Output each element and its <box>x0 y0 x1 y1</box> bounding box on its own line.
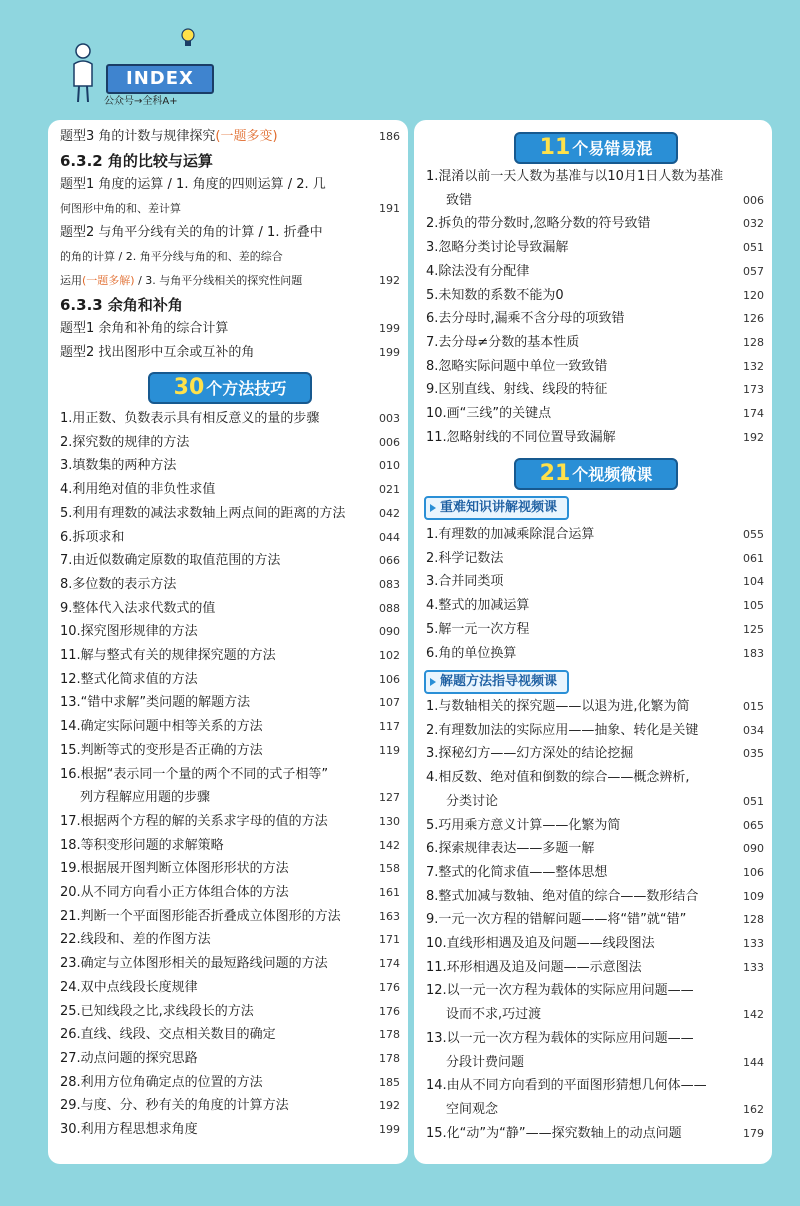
page-number: 006 <box>379 435 400 449</box>
item-text: 空间观念 <box>446 1101 499 1117</box>
list-item[interactable] <box>60 503 400 525</box>
list-item[interactable] <box>426 886 764 908</box>
item-text: 7.由近似数确定原数的取值范围的方法 <box>60 553 281 569</box>
list-item[interactable] <box>60 621 400 643</box>
list-item[interactable] <box>426 548 764 570</box>
item-text: 26.直线、线段、交点相关数目的确定 <box>60 1027 276 1043</box>
left-panel <box>48 120 408 1164</box>
list-item[interactable] <box>60 342 400 364</box>
list-item[interactable] <box>426 403 764 425</box>
item-text: 何图形中角的和、差计算 <box>60 202 181 215</box>
page-number: 199 <box>379 322 400 335</box>
list-item[interactable] <box>60 953 400 975</box>
list-item[interactable] <box>60 550 400 572</box>
page-number: 104 <box>743 575 764 589</box>
item-text: 6.去分母时,漏乘不含分母的项致错 <box>426 311 625 327</box>
list-item[interactable] <box>426 909 764 931</box>
list-item[interactable] <box>426 524 764 546</box>
page-number: 015 <box>743 700 764 713</box>
index-label: INDEX <box>106 64 214 94</box>
banner-text: 个方法技巧 <box>206 379 287 398</box>
item-text: 1.有理数的加减乘除混合运算 <box>426 527 595 542</box>
list-item[interactable] <box>426 643 764 665</box>
list-item-cont[interactable] <box>426 190 764 212</box>
page-number: 127 <box>379 791 400 805</box>
item-text: 5.利用有理数的减法求数轴上两点间的距离的方法 <box>60 505 346 521</box>
list-item[interactable] <box>60 527 400 549</box>
list-item[interactable] <box>60 906 400 928</box>
list-item[interactable] <box>426 427 764 449</box>
item-text: 12.整式化简求值的方法 <box>60 671 198 687</box>
item-text: 3.合并同类项 <box>426 574 504 590</box>
page-number: 117 <box>379 720 400 734</box>
list-item[interactable] <box>426 980 764 1002</box>
item-text: 22.线段和、差的作图方法 <box>60 932 211 948</box>
item-text: 题型2 找出图形中互余或互补的角 <box>60 345 255 360</box>
banner-number: 11 <box>539 135 571 160</box>
item-text: 30.利用方程思想求角度 <box>60 1122 198 1137</box>
right-panel <box>414 120 772 1164</box>
page-number: 163 <box>379 909 400 923</box>
item-text: 15.化“动”为“静”——探究数轴上的动点问题 <box>426 1125 682 1141</box>
page-number: 034 <box>743 723 764 737</box>
banner-text: 个视频微课 <box>572 465 653 484</box>
list-item[interactable] <box>60 811 400 833</box>
item-text: 2.有理数加法的实际应用——抽象、转化是关键 <box>426 722 699 738</box>
item-text: 15.判断等式的变形是否正确的方法 <box>60 742 263 758</box>
page-number: 055 <box>743 528 764 541</box>
item-text: 6.角的单位换算 <box>426 645 517 661</box>
page-number: 105 <box>743 599 764 613</box>
list-item[interactable] <box>60 835 400 857</box>
list-item[interactable] <box>426 571 764 593</box>
list-item[interactable] <box>426 595 764 617</box>
list-item[interactable] <box>426 285 764 307</box>
item-text: 的角的计算 / 2. 角平分线与角的和、差的综合 <box>60 250 283 263</box>
list-item[interactable] <box>60 1024 400 1046</box>
page-number: 051 <box>743 241 764 255</box>
list-item[interactable] <box>426 166 764 188</box>
list-item[interactable] <box>426 237 764 259</box>
page-number: 133 <box>743 960 764 974</box>
item-text: 29.与度、分、秒有关的角度的计算方法 <box>60 1098 289 1114</box>
page-number: 128 <box>743 335 764 349</box>
item-text: 10.直线形相遇及追及问题——线段图法 <box>426 936 655 951</box>
item-text: 21.判断一个平面图形能否折叠成立体图形的方法 <box>60 908 341 924</box>
page-number: 192 <box>379 274 400 287</box>
page-number: 174 <box>743 407 764 420</box>
section-banner <box>148 372 312 404</box>
item-text: 4.利用绝对值的非负性求值 <box>60 482 216 498</box>
item-text: 11.环形相遇及追及问题——示意图法 <box>426 959 642 975</box>
list-item[interactable] <box>426 308 764 330</box>
sub-label: 公众号→全科A+ <box>104 96 178 107</box>
item-text: 6.探索规律表达——多题一解 <box>426 841 595 857</box>
list-item[interactable] <box>426 379 764 401</box>
item-text: 7.整式的化简求值——整体思想 <box>426 864 608 880</box>
section-heading: 6.3.2 角的比较与运算 <box>60 152 213 170</box>
page-number: 130 <box>379 814 400 828</box>
list-item[interactable] <box>426 1123 764 1145</box>
page-number: 158 <box>379 862 400 876</box>
page-number: 051 <box>743 794 764 808</box>
page-number: 083 <box>379 577 400 591</box>
item-text: 2.拆负的带分数时,忽略分数的符号致错 <box>426 216 651 232</box>
item-text: 18.等积变形问题的求解策略 <box>60 837 224 853</box>
item-text: 4.相反数、绝对值和倒数的综合——概念辨析, <box>426 770 690 786</box>
section-heading: 6.3.3 余角和补角 <box>60 296 183 314</box>
page-number: 176 <box>379 1004 400 1018</box>
item-text: 1.与数轴相关的探究题——以退为进,化繁为简 <box>426 699 690 714</box>
item-text: 3.忽略分类讨论导致漏解 <box>426 240 569 256</box>
page-number: 142 <box>379 838 400 852</box>
item-text: 16.根据“表示同一个量的两个不同的式子相等” <box>60 766 329 782</box>
page-number: 061 <box>743 551 764 565</box>
page-number: 090 <box>379 625 400 639</box>
list-item-cont[interactable] <box>60 198 400 220</box>
list-item[interactable] <box>60 882 400 904</box>
page-number: 171 <box>379 933 400 947</box>
item-text: 2.探究数的规律的方法 <box>60 434 190 450</box>
lightbulb-icon <box>180 28 196 50</box>
list-item[interactable] <box>426 815 764 837</box>
item-text: 3.填数集的两种方法 <box>60 458 177 474</box>
item-text: 分类讨论 <box>446 793 499 809</box>
item-text: 17.根据两个方程的解的关系求字母的值的方法 <box>60 813 328 829</box>
page-number: 066 <box>379 554 400 568</box>
list-item[interactable] <box>60 455 400 477</box>
page-number: 003 <box>379 412 400 425</box>
item-text: 6.拆项求和 <box>60 529 125 545</box>
item-text: 分段计费问题 <box>446 1054 525 1070</box>
item-text: 14.由从不同方向看到的平面图形猜想几何体—— <box>426 1078 707 1094</box>
page-number: 021 <box>379 483 400 497</box>
item-text: 5.未知数的系数不能为0 <box>426 287 564 303</box>
list-item[interactable] <box>60 669 400 691</box>
item-text: 3.探秘幻方——幻方深处的结论挖掘 <box>426 746 634 762</box>
category-tag: 重难知识讲解视频课 <box>424 496 569 520</box>
item-text: 23.确定与立体图形相关的最短路线问题的方法 <box>60 956 328 972</box>
item-text: 10.画“三线”的关键点 <box>426 406 552 421</box>
highlight-text: (一题多变) <box>215 129 278 144</box>
item-text: 10.探究图形规律的方法 <box>60 624 198 640</box>
list-item[interactable] <box>426 619 764 641</box>
page-number: 161 <box>379 886 400 899</box>
page-number: 192 <box>743 430 764 444</box>
item-text: 题型1 余角和补角的综合计算 <box>60 321 229 336</box>
page-number: 199 <box>379 346 400 359</box>
list-item[interactable] <box>60 716 400 738</box>
list-item[interactable] <box>60 432 400 454</box>
list-item[interactable] <box>426 1028 764 1050</box>
item-text: 题型1 角度的运算 / 1. 角度的四则运算 / 2. 几 <box>60 177 326 192</box>
page-number: 035 <box>743 747 764 761</box>
list-item[interactable] <box>60 598 400 620</box>
list-item-cont[interactable] <box>426 1004 764 1026</box>
page-number: 128 <box>743 913 764 927</box>
list-item[interactable] <box>60 1095 400 1117</box>
item-text: 14.确定实际问题中相等关系的方法 <box>60 719 263 735</box>
item-text: 8.多位数的表示方法 <box>60 576 177 592</box>
item-text: 19.根据展开图判断立体图形形状的方法 <box>60 861 289 877</box>
page-number: 142 <box>743 1008 764 1022</box>
list-item[interactable] <box>426 1075 764 1097</box>
page-number: 107 <box>379 696 400 710</box>
item-text: 9.区别直线、射线、线段的特征 <box>426 382 608 398</box>
page-number: 176 <box>379 980 400 994</box>
page-number: 183 <box>743 646 764 660</box>
page-number: 109 <box>743 889 764 903</box>
item-text: 8.整式加减与数轴、绝对值的综合——数形结合 <box>426 888 699 904</box>
item-text: 致错 <box>446 192 473 208</box>
item-text: 列方程解应用题的步骤 <box>80 790 211 806</box>
list-item-cont[interactable] <box>60 246 400 268</box>
list-item[interactable] <box>426 332 764 354</box>
list-item[interactable] <box>60 740 400 762</box>
list-item-cont[interactable] <box>426 1052 764 1074</box>
item-text: 5.巧用乘方意义计算——化繁为简 <box>426 817 621 833</box>
item-text: / 3. 与角平分线相关的探究性问题 <box>134 274 303 287</box>
page-number: 044 <box>379 530 400 544</box>
item-text: 13.“错中求解”类问题的解题方法 <box>60 695 251 711</box>
list-item[interactable] <box>60 408 400 430</box>
category-tag: 解题方法指导视频课 <box>424 670 569 694</box>
item-text: 4.整式的加减运算 <box>426 598 530 614</box>
list-item[interactable] <box>60 318 400 340</box>
page-number: 010 <box>379 459 400 473</box>
page-number: 106 <box>379 672 400 686</box>
page-number: 174 <box>379 957 400 971</box>
page-number: 178 <box>379 1051 400 1065</box>
list-item[interactable] <box>60 1119 400 1141</box>
list-item-cont[interactable] <box>60 787 400 809</box>
item-text: 运用 <box>60 274 82 287</box>
page-number: 132 <box>743 359 764 373</box>
page-number: 173 <box>743 383 764 397</box>
item-text: 题型3 角的计数与规律探究 <box>60 129 216 144</box>
page-number: 133 <box>743 937 764 950</box>
list-item[interactable] <box>426 838 764 860</box>
list-item-cont[interactable] <box>60 270 400 292</box>
page-number: 125 <box>743 622 764 636</box>
list-item[interactable] <box>426 743 764 765</box>
item-text: 11.解与整式有关的规律探究题的方法 <box>60 648 276 663</box>
item-text: 9.整体代入法求代数式的值 <box>60 600 216 616</box>
item-text: 9.一元一次方程的错解问题——将“错”就“错” <box>426 912 687 928</box>
page-number: 192 <box>379 1099 400 1113</box>
item-text: 11.忽略射线的不同位置导致漏解 <box>426 429 616 445</box>
page-number: 126 <box>743 312 764 326</box>
section-banner <box>514 132 678 164</box>
item-text: 4.除法没有分配律 <box>426 263 530 279</box>
list-item[interactable] <box>60 479 400 501</box>
item-text: 12.以一元一次方程为载体的实际应用问题—— <box>426 983 694 999</box>
list-item[interactable] <box>426 213 764 235</box>
page-number: 102 <box>379 649 400 662</box>
list-item[interactable] <box>60 858 400 880</box>
item-text: 25.已知线段之比,求线段长的方法 <box>60 1003 254 1019</box>
page-number: 106 <box>743 865 764 879</box>
page-number: 191 <box>379 202 400 215</box>
page-number: 179 <box>743 1126 764 1140</box>
page-number: 042 <box>379 506 400 520</box>
list-item[interactable] <box>60 1048 400 1070</box>
page-number: 119 <box>379 743 400 757</box>
page-number: 057 <box>743 264 764 278</box>
list-item[interactable] <box>60 126 400 148</box>
item-text: 设而不求,巧过渡 <box>446 1007 542 1023</box>
list-item[interactable] <box>426 767 764 789</box>
list-item[interactable] <box>426 261 764 283</box>
item-text: 24.双中点线段长度规律 <box>60 979 198 995</box>
list-item-cont[interactable] <box>426 1099 764 1121</box>
item-text: 1.混淆以前一天人数为基准与以10月1日人数为基准 <box>426 169 724 184</box>
banner-number: 30 <box>173 375 205 400</box>
list-item[interactable] <box>60 174 400 196</box>
banner-number: 21 <box>539 461 571 486</box>
list-item-cont[interactable] <box>426 791 764 813</box>
banner-text: 个易错易混 <box>572 139 653 158</box>
page-number: 088 <box>379 601 400 615</box>
item-text: 1.用正数、负数表示具有相反意义的量的步骤 <box>60 411 320 426</box>
list-item[interactable] <box>426 720 764 742</box>
brand-header <box>62 28 232 108</box>
list-item[interactable] <box>60 1072 400 1094</box>
list-item[interactable] <box>60 977 400 999</box>
page-number: 186 <box>379 130 400 143</box>
list-item[interactable] <box>60 1001 400 1023</box>
list-item[interactable] <box>426 957 764 979</box>
item-text: 13.以一元一次方程为载体的实际应用问题—— <box>426 1030 694 1046</box>
list-item[interactable] <box>426 356 764 378</box>
highlight-text: (一题多解) <box>82 274 135 287</box>
item-text: 28.利用方位角确定点的位置的方法 <box>60 1074 263 1090</box>
item-text: 2.科学记数法 <box>426 550 504 566</box>
page-number: 144 <box>743 1055 764 1069</box>
list-item[interactable] <box>426 862 764 884</box>
item-text: 7.去分母≠分数的基本性质 <box>426 334 580 350</box>
list-item[interactable] <box>60 645 400 667</box>
list-item[interactable] <box>426 696 764 718</box>
item-text: 20.从不同方向看小正方体组合体的方法 <box>60 885 289 900</box>
page-number: 120 <box>743 288 764 302</box>
list-item[interactable] <box>60 929 400 951</box>
list-item[interactable] <box>60 222 400 244</box>
item-text: 27.动点问题的探究思路 <box>60 1050 198 1066</box>
page-number: 090 <box>743 842 764 856</box>
list-item[interactable] <box>60 764 400 786</box>
page-number: 178 <box>379 1028 400 1042</box>
thinking-person-icon <box>70 42 96 104</box>
item-text: 题型2 与角平分线有关的角的计算 / 1. 折叠中 <box>60 225 323 240</box>
page-number: 199 <box>379 1123 400 1136</box>
page-number: 032 <box>743 217 764 231</box>
page-number: 162 <box>743 1102 764 1116</box>
list-item[interactable] <box>60 574 400 596</box>
page-number: 006 <box>743 193 764 207</box>
section-banner <box>514 458 678 490</box>
list-item[interactable] <box>426 933 764 955</box>
list-item[interactable] <box>60 692 400 714</box>
page-number: 185 <box>379 1075 400 1089</box>
item-text: 5.解一元一次方程 <box>426 621 530 637</box>
page-number: 065 <box>743 818 764 832</box>
item-text: 8.忽略实际问题中单位一致致错 <box>426 358 608 374</box>
